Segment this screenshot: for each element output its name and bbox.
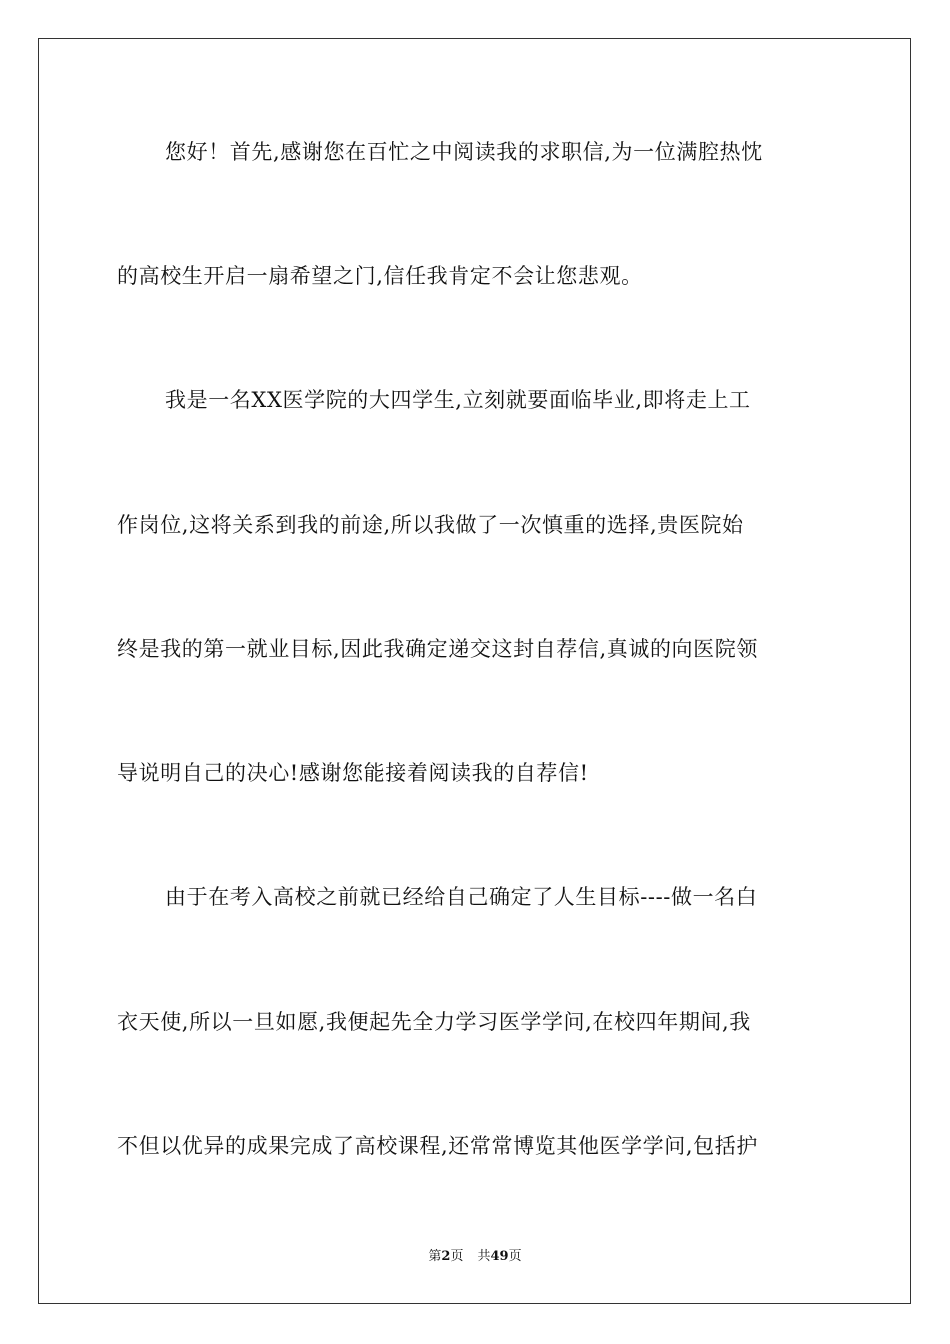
total-prefix: 共 bbox=[477, 1249, 491, 1264]
text-line: 不但以优异的成果完成了高校课程,还常常博览其他医学学问,包括护 bbox=[117, 1134, 758, 1158]
text-line: 由于在考入高校之前就已经给自己确定了人生目标----做一名白 bbox=[165, 885, 758, 909]
page-number: 2 bbox=[441, 1249, 451, 1264]
text-line: 作岗位,这将关系到我的前途,所以我做了一次慎重的选择,贵医院始 bbox=[117, 513, 744, 537]
text-line: 的高校生开启一扇希望之门,信任我肯定不会让您悲观。 bbox=[117, 264, 643, 288]
page-prefix: 第 bbox=[428, 1249, 442, 1264]
text-line: 导说明自己的决心!感谢您能接着阅读我的自荐信! bbox=[117, 761, 589, 785]
text-line: 衣天使,所以一旦如愿,我便起先全力学习医学学问,在校四年期间,我 bbox=[117, 1010, 751, 1034]
text-line: 您好！首先,感谢您在百忙之中阅读我的求职信,为一位满腔热忱 bbox=[165, 140, 763, 164]
total-suffix: 页 bbox=[508, 1249, 522, 1264]
page-footer bbox=[0, 1248, 950, 1266]
page-border bbox=[38, 38, 911, 1304]
page-suffix: 页 bbox=[450, 1249, 464, 1264]
total-pages: 49 bbox=[490, 1249, 509, 1264]
text-line: 终是我的第一就业目标,因此我确定递交这封自荐信,真诚的向医院领 bbox=[117, 637, 758, 661]
text-line: 我是一名XX医学院的大四学生,立刻就要面临毕业,即将走上工 bbox=[165, 388, 751, 412]
